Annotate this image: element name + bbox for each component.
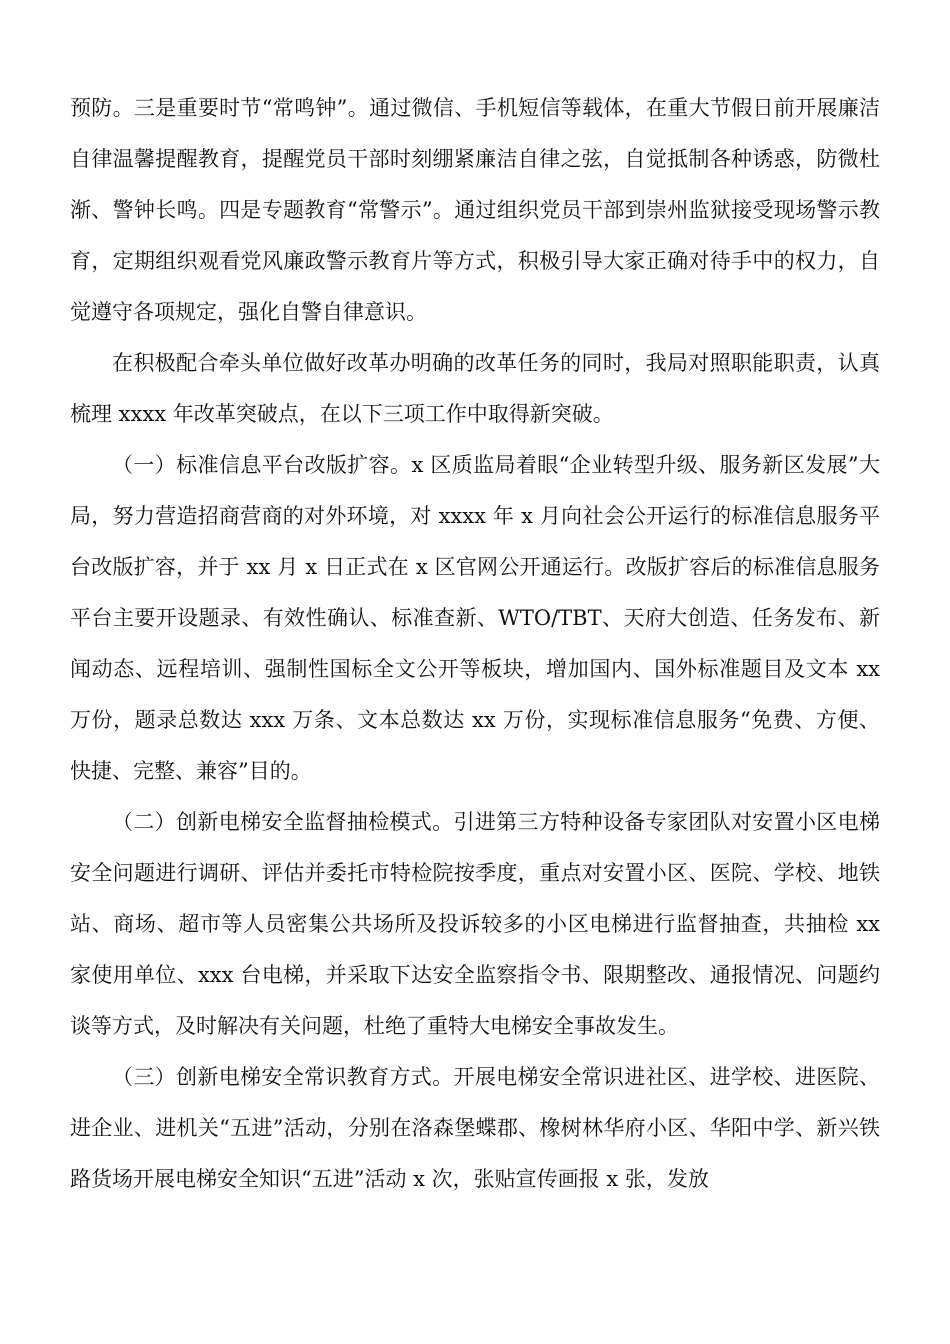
paragraph-item-3: （三）创新电梯安全常识教育方式。开展电梯安全常识进社区、进学校、进医院、进企业、进机关“五进”活动，分别在洛森堡蝶郡、橡树林华府小区、华阳中学、新兴铁路货场开展电梯安全知识“五进”活动 x 次，张贴宣传画报 x 张，发放 bbox=[70, 1065, 880, 1191]
paragraph-item-1: （一）标准信息平台改版扩容。x 区质监局着眼“企业转型升级、服务新区发展”大局，努力营造招商营商的对外环境，对 xxxx 年 x 月向社会公开运行的标准信息服务平台改版扩容，并于 xx 月 x 日正式在 x 区官网公开通运行。改版扩容后的标准信息服务平台主要开设题录、有效性确认、标准查新、WTO/TBT、天府大创造、任务发布、新闻动态、远程培训、强制性国标全文公开等板块，增加国内、国外标准题目及文本 xx 万份，题录总数达 xxx 万条、文本总数达 xx 万份，实现标准信息服务“免费、方便、快捷、完整、兼容”目的。 bbox=[70, 453, 880, 783]
paragraph-reform-intro: 在积极配合牵头单位做好改革办明确的改革任务的同时，我局对照职能职责，认真梳理 xxxx 年改革突破点，在以下三项工作中取得新突破。 bbox=[70, 351, 880, 426]
paragraph-item-2: （二）创新电梯安全监督抽检模式。引进第三方特种设备专家团队对安置小区电梯安全问题进行调研、评估并委托市特检院按季度，重点对安置小区、医院、学校、地铁站、商场、超市等人员密集公共场所及投诉较多的小区电梯进行监督抽查，共抽检 xx 家使用单位、xxx 台电梯，并采取下达安全监察指令书、限期整改、通报情况、问题约谈等方式，及时解决有关问题，杜绝了重特大电梯安全事故发生。 bbox=[70, 810, 880, 1038]
paragraph-continued: 预防。三是重要时节“常鸣钟”。通过微信、手机短信等载体，在重大节假日前开展廉洁自律温馨提醒教育，提醒党员干部时刻绷紧廉洁自律之弦，自觉抵制各种诱惑，防微杜渐、警钟长鸣。四是专题教育“常警示”。通过组织党员干部到崇州监狱接受现场警示教育，定期组织观看党风廉政警示教育片等方式，积极引导大家正确对待手中的权力，自觉遵守各项规定，强化自警自律意识。 bbox=[70, 96, 880, 324]
document-body bbox=[70, 83, 880, 1205]
